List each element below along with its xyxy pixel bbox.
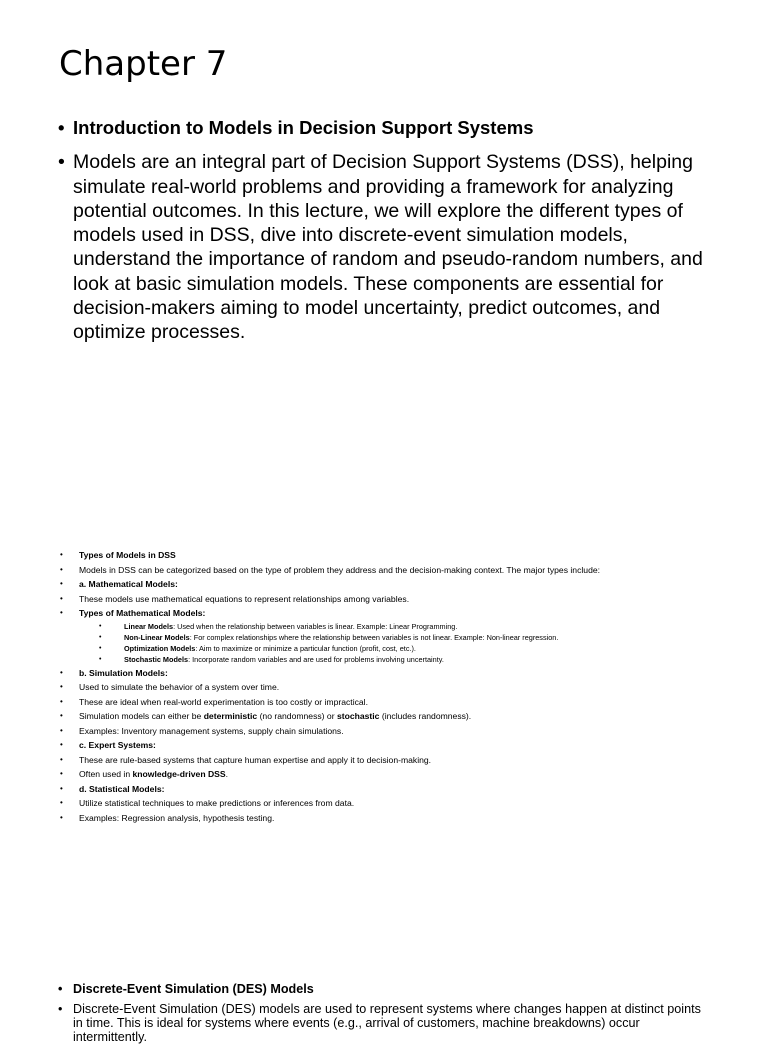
types-heading: Types of Models in DSS — [79, 550, 176, 560]
list-item — [60, 767, 710, 782]
list-item: • Used to simulate the behavior of a system over time. — [60, 680, 710, 695]
expert-systems-heading: c. Expert Systems: — [79, 740, 156, 751]
list-item — [60, 782, 710, 797]
list-item — [60, 606, 710, 665]
text-run: (no randomness) or — [257, 711, 337, 722]
intro-paragraph: • Models are an integral part of Decision Support Systems (DSS), helping simulate real-world problems and providing a framework for analyzing potential outcomes. In this lecture, we will explore the different types of models used in DSS, dive into discrete-event simulation models, understand the importance of random and pseudo-random numbers, and look at basic simulation models. These components are essential for decision-makers aiming to model uncertainty, predict outcomes, and optimize processes. — [58, 150, 708, 344]
list-item — [60, 577, 710, 592]
stochastic-models-term: Stochastic Models — [124, 655, 189, 665]
sub-list-item — [79, 654, 710, 665]
intro-heading: • Introduction to Models in Decision Support Systems — [58, 116, 708, 140]
list-item: • These are rule-based systems that capture human expertise and apply it to decision-making. — [60, 753, 710, 768]
list-item: • These models use mathematical equations to represent relationships among variables. — [60, 592, 710, 607]
list-item: • Examples: Regression analysis, hypothesis testing. — [60, 811, 710, 826]
list-item — [60, 738, 710, 753]
nonlinear-models-desc: : For complex relationships where the relationship between variables is not linear. Example: Non-linear regression. — [189, 632, 559, 642]
statistical-models-heading: d. Statistical Models: — [79, 783, 165, 794]
model-types-list — [60, 548, 710, 826]
nonlinear-models-term: Non-Linear Models — [124, 632, 190, 642]
optimization-models-desc: : Aim to maximize or minimize a particular function (profit, cost, etc.). — [195, 644, 416, 654]
intro-list — [58, 116, 708, 345]
des-list — [58, 982, 708, 1050]
linear-models-term: Linear Models — [124, 621, 174, 631]
math-model-types-list — [79, 621, 710, 666]
sub-list-item — [79, 621, 710, 632]
list-item — [60, 548, 710, 563]
list-item — [60, 666, 710, 681]
des-paragraph: • Discrete-Event Simulation (DES) models are used to represent systems where changes happen at distinct points in time. This is ideal for systems where events (e.g., arrival of customers, machine breakdowns) occur intermittently. — [58, 1002, 708, 1044]
deterministic-term: deterministic — [203, 711, 258, 722]
list-item: • Utilize statistical techniques to make predictions or inferences from data. — [60, 796, 710, 811]
sub-list-item — [79, 643, 710, 654]
sub-list-item — [79, 632, 710, 643]
optimization-models-term: Optimization Models — [124, 644, 196, 654]
mathematical-models-heading: a. Mathematical Models: — [79, 579, 178, 590]
knowledge-driven-term: knowledge-driven DSS — [132, 769, 226, 780]
math-model-types-heading: Types of Mathematical Models: — [79, 608, 206, 619]
linear-models-desc: : Used when the relationship between variables is linear. Example: Linear Programming. — [173, 621, 458, 631]
text-run: . — [225, 769, 229, 780]
list-item: • Models in DSS can be categorized based on the type of problem they address and the decision-making context. The major types include: — [60, 563, 710, 578]
list-item: • Examples: Inventory management systems, supply chain simulations. — [60, 724, 710, 739]
des-heading: • Discrete-Event Simulation (DES) Models — [58, 982, 708, 996]
page-title: Chapter 7 — [59, 44, 228, 84]
stochastic-models-desc: : Incorporate random variables and are used for problems involving uncertainty. — [188, 655, 444, 665]
list-item — [60, 709, 710, 724]
stochastic-term: stochastic — [336, 711, 380, 722]
simulation-models-heading: b. Simulation Models: — [79, 667, 168, 678]
text-run: Simulation models can either be — [79, 711, 204, 722]
list-item: • These are ideal when real-world experimentation is too costly or impractical. — [60, 695, 710, 710]
text-run: Often used in — [79, 769, 133, 780]
text-run: (includes randomness). — [379, 711, 472, 722]
